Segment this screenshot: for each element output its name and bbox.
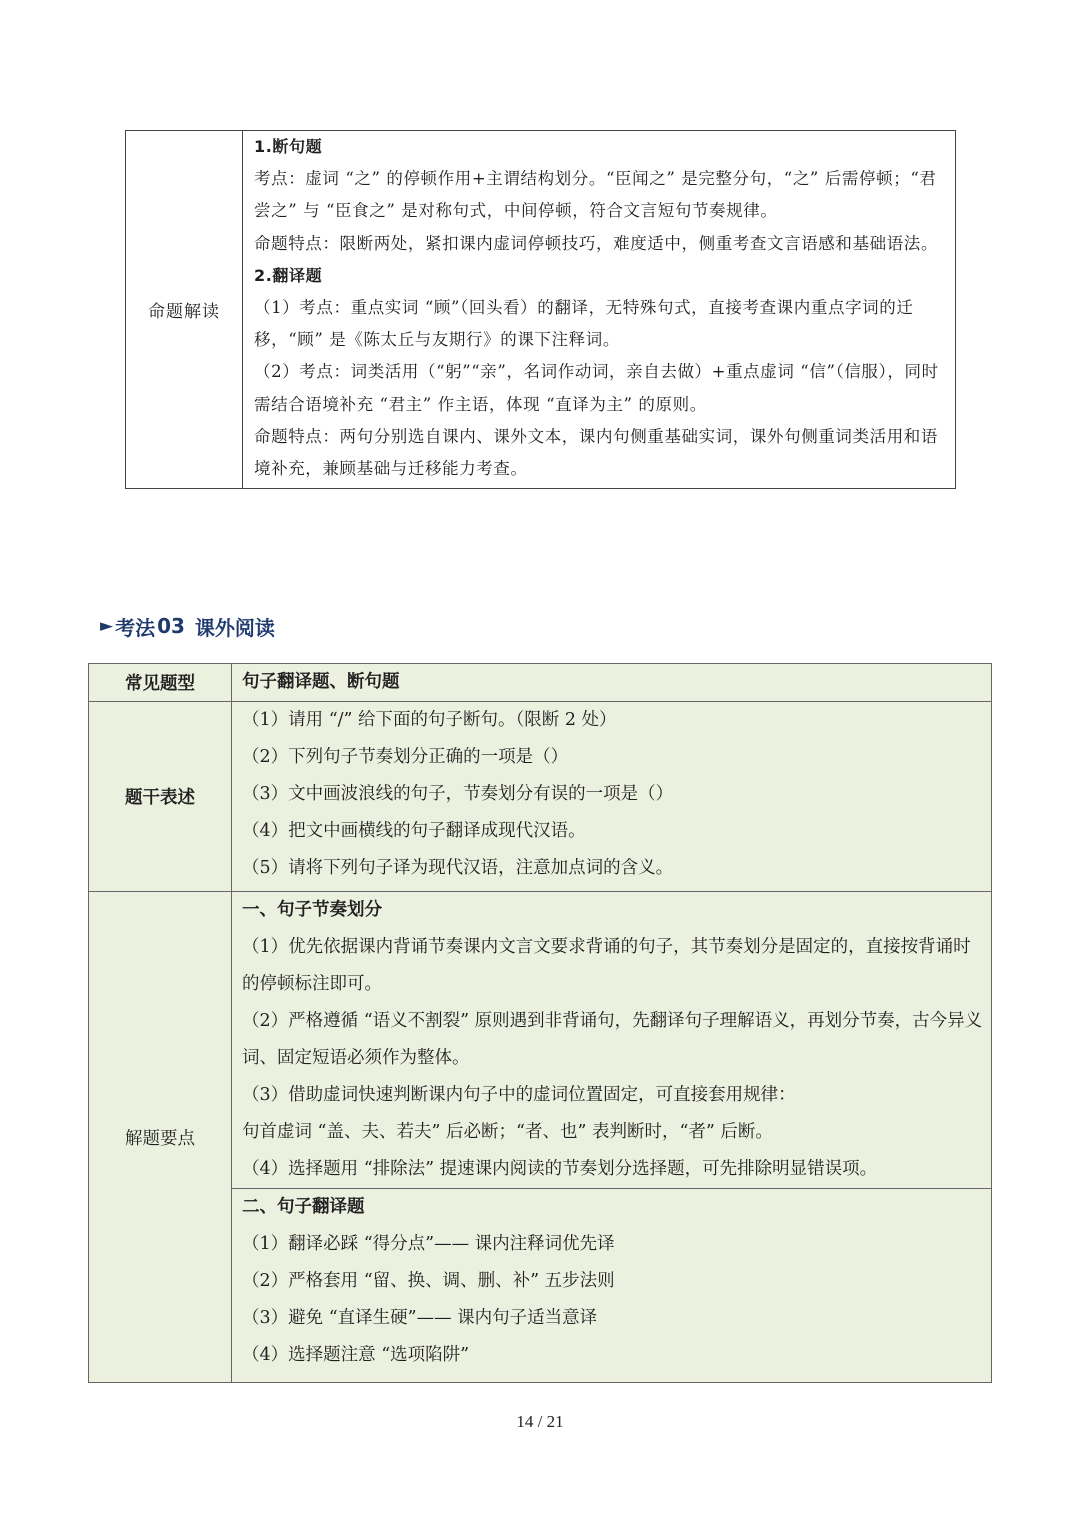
stem-list bbox=[232, 702, 992, 892]
analysis-label: 命题解读 bbox=[126, 131, 243, 489]
stem-item: （3）文中画波浪线的句子，节奏划分有误的一项是（） bbox=[242, 784, 674, 804]
stem-item: （4）把文中画横线的句子翻译成现代汉语。 bbox=[242, 821, 586, 841]
heading-title: 课外阅读 bbox=[194, 615, 275, 640]
question-type-label: 常见题型 bbox=[89, 664, 232, 702]
key-points-label: 解题要点 bbox=[89, 892, 232, 1383]
analysis-content bbox=[243, 131, 956, 489]
section2-title: 2.翻译题 bbox=[254, 265, 323, 285]
part1-item: （1）优先依据课内背诵节奏课内文言文要求背诵的句子，其节奏划分是固定的，直接按背诵时的停顿标注即可。 bbox=[242, 937, 971, 994]
part2-item: （3）避免 “直译生硬”—— 课内句子适当意译 bbox=[242, 1308, 598, 1328]
heading-prefix: 考法 bbox=[115, 615, 156, 640]
section2-line: （1）考点：重点实词 “顾”（回头看）的翻译，无特殊句式，直接考查课内重点字词的迁移，“顾” 是《陈太丘与友期行》的课下注释词。 bbox=[254, 298, 914, 350]
stem-label: 题干表述 bbox=[89, 702, 232, 892]
section1-line: 命题特点：限断两处，紧扣课内虚词停顿技巧，难度适中，侧重考查文言语感和基础语法。 bbox=[254, 233, 938, 253]
section-heading bbox=[100, 610, 275, 642]
method-table bbox=[88, 663, 992, 1383]
part2-item: （2）严格套用 “留、换、调、删、补” 五步法则 bbox=[242, 1271, 615, 1291]
heading-number: 03 bbox=[157, 614, 185, 638]
part2-item: （1）翻译必踩 “得分点”—— 课内注释词优先译 bbox=[242, 1234, 615, 1254]
stem-item: （1）请用 “/” 给下面的句子断句。（限断 2 处） bbox=[242, 710, 617, 730]
triangle-marker-icon: ► bbox=[100, 616, 114, 636]
analysis-table bbox=[125, 130, 956, 489]
page-number: 14 / 21 bbox=[516, 1412, 564, 1431]
part1-item: 句首虚词 “盖、夫、若夫” 后必断；“者、也” 表判断时，“者” 后断。 bbox=[242, 1122, 773, 1142]
part1-title: 一、句子节奏划分 bbox=[242, 900, 382, 920]
part1-item: （4）选择题用 “排除法” 提速课内阅读的节奏划分选择题，可先排除明显错误项。 bbox=[242, 1159, 878, 1179]
stem-item: （5）请将下列句子译为现代汉语，注意加点词的含义。 bbox=[242, 858, 674, 878]
stem-item: （2）下列句子节奏划分正确的一项是（） bbox=[242, 747, 569, 767]
section1-line: 考点：虚词 “之” 的停顿作用+主谓结构划分。“臣闻之” 是完整分句，“之” 后需停顿；“君尝之” 与 “臣食之” 是对称句式，中间停顿，符合文言短句节奏规律。 bbox=[254, 169, 937, 221]
question-type-value: 句子翻译题、断句题 bbox=[232, 664, 992, 702]
part2-item: （4）选择题注意 “选项陷阱” bbox=[242, 1345, 470, 1365]
section1-title: 1.断句题 bbox=[254, 137, 323, 156]
section2-line: 命题特点：两句分别选自课内、课外文本，课内句侧重基础实词，课外句侧重词类活用和语境补充，兼顾基础与迁移能力考查。 bbox=[254, 426, 938, 479]
key-points-content bbox=[232, 892, 992, 1383]
part2-block bbox=[232, 1188, 991, 1378]
part1-item: （2）严格遵循 “语义不割裂” 原则遇到非背诵句，先翻译句子理解语义，再划分节奏，古今异义词、固定短语必须作为整体。 bbox=[242, 1011, 983, 1068]
section2-line: （2）考点：词类活用（“躬”“亲”，名词作动词，亲自去做）+重点虚词 “信”（信服），同时需结合语境补充 “君主” 作主语，体现 “直译为主” 的原则。 bbox=[254, 362, 939, 414]
part2-title: 二、句子翻译题 bbox=[242, 1197, 365, 1217]
part1-item: （3）借助虚词快速判断课内句子中的虚词位置固定，可直接套用规律： bbox=[242, 1085, 796, 1105]
